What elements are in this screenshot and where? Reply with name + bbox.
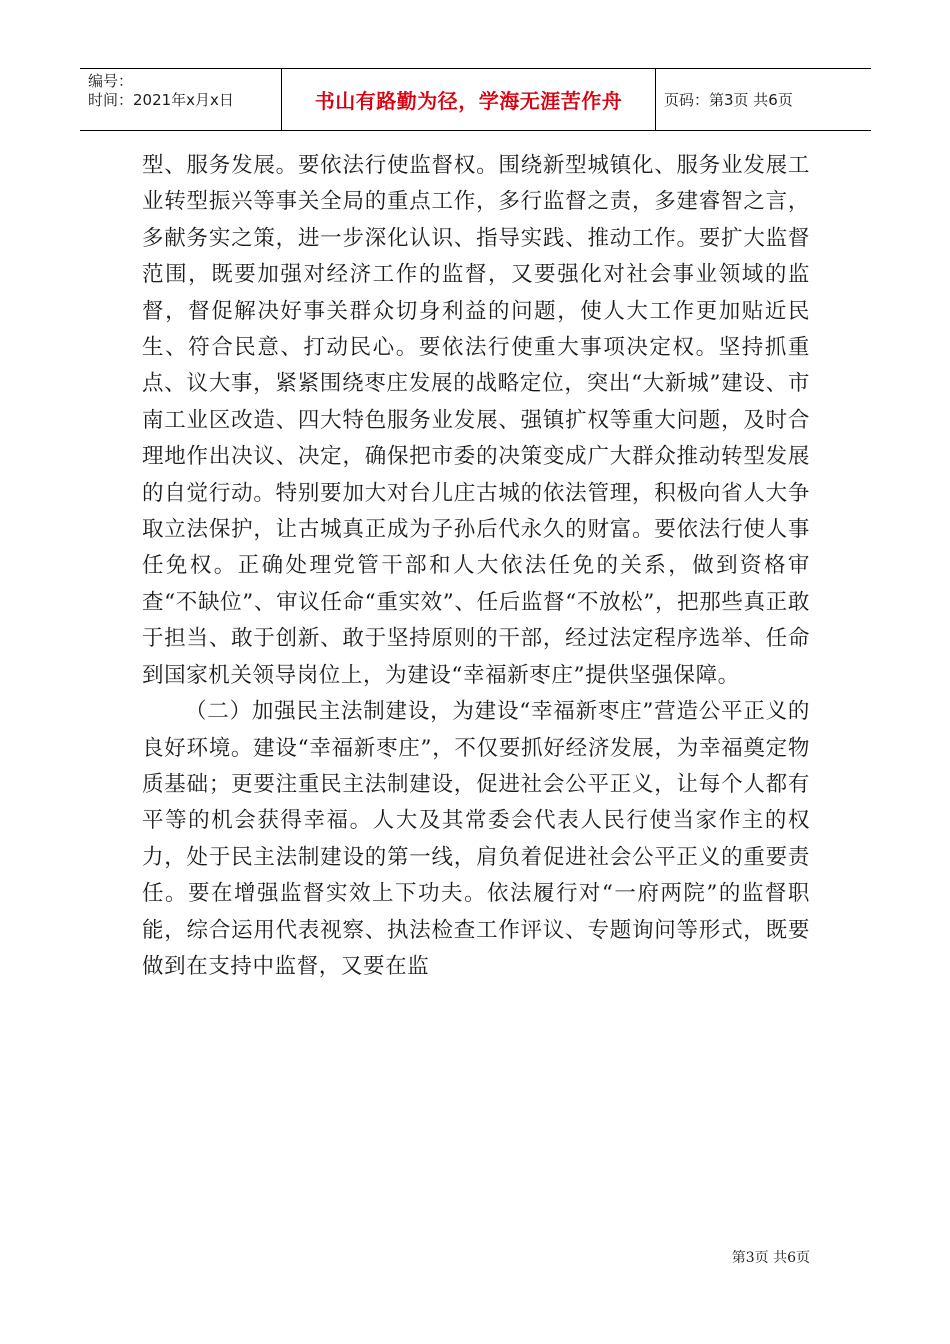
body-paragraph-2: （二）加强民主法制建设，为建设“幸福新枣庄”营造公平正义的良好环境。建设“幸福新枣庄”，不仅要抓好经济发展，为幸福奠定物质基础；更要注重民主法制建设，促进社会公平正义，让每个人都有平等的机会获得幸福。人大及其常委会代表人民行使当家作主的权力，处于民主法制建设的第一线，肩负着促进社会公平正义的重要责任。要在增强监督实效上下功夫。依法履行对“一府两院”的监督职能，综合运用代表视察、执法检查工作评议、专题询问等形式，既要做到在支持中监督，又要在监 bbox=[142, 699, 810, 979]
header-page-info: 页码：第3页 共6页 bbox=[664, 91, 793, 109]
header-motto: 书山有路勤为径，学海无涯苦作舟 bbox=[282, 69, 656, 130]
body-paragraph-1: 型、服务发展。要依法行使监督权。围绕新型城镇化、服务业发展工业转型振兴等事关全局的重点工作，多行监督之责，多建睿智之言，多献务实之策，进一步深化认识、指导实践、推动工作。要扩大监督范围，既要加强对经济工作的监督，又要强化对社会事业领域的监督，督促解决好事关群众切身利益的问题，使人大工作更加贴近民生、符合民意、打动民心。要依法行使重大事项决定权。坚持抓重点、议大事，紧紧围绕枣庄发展的战略定位，突出“大新城”建设、市南工业区改造、四大特色服务业发展、强镇扩权等重大问题，及时合理地作出决议、决定，确保把市委的决策变成广大群众推动转型发展的自觉行动。特别要加大对台儿庄古城的依法管理，积极向省人大争取立法保护，让古城真正成为子孙后代永久的财富。要依法行使人事任免权。正确处理党管干部和人大依法任免的关系，做到资格审查“不缺位”、审议任命“重实效”、任后监督“不放松”，把那些真正敢于担当、敢于创新、敢于坚持原则的干部，经过法定程序选举、任命到国家机关领导岗位上，为建设“幸福新枣庄”提供坚强保障。 bbox=[142, 153, 810, 688]
date-label: 时间：2021年x月x日 bbox=[88, 91, 234, 109]
page-footer: 第3页 共6页 bbox=[731, 1250, 810, 1266]
header-meta bbox=[80, 69, 282, 130]
document-body bbox=[142, 148, 810, 985]
page-header bbox=[80, 68, 871, 131]
serial-label: 编号： bbox=[88, 72, 134, 90]
